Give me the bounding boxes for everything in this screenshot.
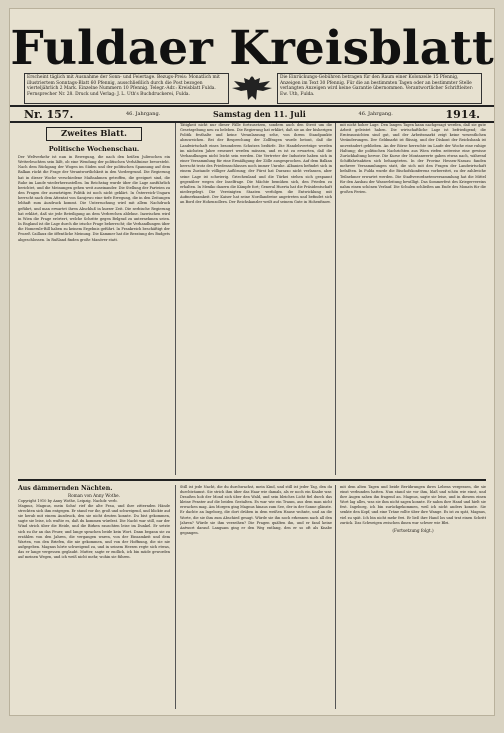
dateline <box>10 107 494 123</box>
newspaper-title: Fuldaer Kreisblatt <box>10 21 494 76</box>
column-2: Tätigkeit nicht nur dieser Fälle fortzusetzen, sondern auch den Streit um die Gesetzgebung neu zu beleben. Die Regierung hat erklärt, daß sie an der bisherigen Politik festhalte und keine Veranlassung sehe, von ihrem Standpunkte abzuweichen. Bei der Besprechung der Zollfragen wurde betont, daß die Landwirtschaft eines besonderen Schutzes bedürfe. Die Handelsverträge werden im nächsten Jahre erneuert werden müssen, und es ist zu erwarten, daß die Verhandlungen nicht leicht sein werden. Die Vertreter der Industrie haben sich in einer Versammlung für eine Ermäßigung der Zölle ausgesprochen. Auf dem Balkan herrscht trotz des Friedensschlusses noch immer Unruhe. Albanien befindet sich in einem Zustande völliger Auflösung; der Fürst hat Durazzo nicht verlassen, aber seine Lage ist schwierig. Griechenland und die Türkei stehen sich gespannt gegenüber wegen der Inselfrage. Die Mächte bemühen sich, den Frieden zu erhalten. In Mexiko dauern die Kämpfe fort; General Huerta hat die Präsidentschaft niedergelegt. Die Vereinigten Staaten verfolgen die Entwicklung mit Aufmerksamkeit. Der Kaiser hat seine Nordlandreise angetreten und befindet sich an Bord der Hohenzollern. Der Reichskanzler weilt auf seinem Gute in Hohenfinow. <box>180 123 332 205</box>
subscription-notice: Erscheint täglich mit Ausnahme der Sonn- und Feiertage. Bezugs-Preis: Monatlich mit illustriertem Sonntags-Blatt 60 Pfennig, ausschließlich durch die Post bezogen vierteljährlich 2 Mark. Einzelne Nummern 10 Pfennig. Telegr.-Adr.: Kreisblatt Fulda. Fernsprecher Nr. 28. Druck und Verlag: J. L. Uth's Buchdruckerei, Fulda. <box>24 73 229 104</box>
serial-text-1: Magnus, Magnus, mein Sohn! rief die alte Frau, und ihre zitternden Hände streckten sich ihm entgegen. Er stand vor ihr, groß und schweigend, und blickte auf sie herab mit einem Ausdruck, den sie nicht deuten konnte. Du bist gekommen, sagte sie leise, ich wußte es, daß du kommen würdest. Die Nacht war still, nur der Wind strich über die Heide, und die Birken rauschten leise im Dunkel. Er setzte sich zu ihr an das Feuer, und lange sprachen beide kein Wort. Dann begann sie zu erzählen von den Jahren, die vergangen waren, von der Einsamkeit und dem Warten, von den Briefen, die nie gekommen, und von der Hoffnung, die sie nie aufgegeben. Magnus hörte schweigend zu, und in seinem Herzen regte sich etwas, das er lange vergessen geglaubt. Mutter, sagte er endlich, ich bin müde geworden auf meinen Wegen, und ich weiß nicht mehr, wohin sie führen. <box>18 504 170 560</box>
volume-left: 46. Jahrgang. <box>125 111 161 117</box>
column-divider <box>175 485 176 709</box>
column-1 <box>18 123 170 475</box>
serial-byline: Roman von Anny Wothe. <box>68 493 120 498</box>
serial-copyright: Copyright 1910 by Anny Wothe, Leipzig. Nachdr. verb. <box>18 499 118 503</box>
issue-date: Samstag den 11. Juli <box>212 109 306 119</box>
serial-column-3 <box>340 485 486 709</box>
column-divider <box>335 123 336 475</box>
masthead <box>10 9 494 107</box>
serial-text-2: Still ist jede Nacht, die du durchwachst, mein Kind, und still ist jeder Tag, den du durchträumst. Sie strich ihm über das Haar wie damals, als er noch ein Knabe war. Draußen hob der Mond sich über den Wald, und sein bleiches Licht fiel durch das kleine Fenster auf die beiden Gestalten. Es war wie ein Traum, aus dem man nicht erwachen mag. Am Morgen ging Magnus hinaus zum See, der in der Sonne glänzte. Er dachte an Ingeborg, die dort drüben in dem weißen Hause wohnte, und an die Worte, die sie ihm zum Abschied gesagt. Würde sie ihn noch erkennen nach all den Jahren? Würde sie ihm verzeihen? Die Fragen quälten ihn, und er fand keine Antwort darauf. Langsam ging er den Weg entlang, den er so oft als Knabe gegangen. <box>180 485 332 535</box>
column-1-text: Der Weltverkehr ist nun in Bewegung, die nach den heißen Juliwochen ein Wetterleuchten sein läßt, ob eine Wendung der politischen Verhältnisse bevorsteht. Nach dem Rückgang der Wogen im Süden und der politischen Spannung auf dem Balkan rückt die Frage der Verantwortlichkeit in den Vordergrund. Die Regierung hat in dieser Woche verschiedene Maßnahmen getroffen, die geeignet sind, die Ruhe im Lande wiederherzustellen. Im Reichstag wurde über die Lage ausführlich berichtet, und die Meinungen gehen weit auseinander. Die Stellung der Parteien zu den Fragen der auswärtigen Politik ist noch nicht geklärt. In Österreich-Ungarn herrscht nach dem Attentat von Sarajewo eine tiefe Erregung, die in den Zeitungen lebhaft zum Ausdruck kommt. Die Untersuchung wird mit allem Nachdruck geführt, und man erwartet ihren Abschluß in kurzer Zeit. Die serbische Regierung hat erklärt, daß sie jede Beteiligung an dem Verbrechen ablehne. Inzwischen wird in Wien die Frage erörtert, welche Schritte gegen Belgrad zu unternehmen seien. In England ist die Lage durch die irische Frage beherrscht; die Verhandlungen über die Homerule-Bill haben zu keinem Ergebnis geführt. In Frankreich beschäftigt der Prozeß Caillaux die öffentliche Meinung. Die Kammer hat die Beratung des Budgets abgeschlossen. In Rußland finden große Manöver statt. <box>18 155 170 242</box>
volume-right: 46. Jahrgang. <box>358 111 393 117</box>
eagle-crest-icon <box>226 73 278 103</box>
serial-text-3: mit dem alten Tagen und beide Berührungen ihres Lebens vergessen, die sie einst verbunden hatten. Nun stand sie vor ihm, blaß und schön wie einst, und ihre Augen sahen ihn fragend an. Magnus, sagte sie leise, und in diesem einen Wort lag alles, was sie ihm nicht sagen konnte. Er nahm ihre Hand und hielt sie fest. Ingeborg, ich bin zurückgekommen, weil ich nicht anders konnte. Sie senkte den Kopf, und eine Träne rollte über ihre Wange. Es ist zu spät, Magnus, viel zu spät. Ich bin nicht mehr frei. Er ließ ihre Hand los und trat einen Schritt zurück. Das Schweigen zwischen ihnen war schwer wie Blei. <box>340 485 486 525</box>
serial-section <box>18 485 486 709</box>
column-3: mit nicht hoher Lage. Den langen Tagen kann nachgesagt werden, daß sie gute Arbeit geleistet haben. Die wirtschaftliche Lage ist befriedigend; die Ernteaussichten sind gut, und der Arbeitsmarkt zeigt keine wesentlichen Veränderungen. Der Geldmarkt ist flüssig, und der Diskont der Reichsbank ist unverändert geblieben. An der Börse herrschte im Laufe der Woche eine ruhige Haltung; die politischen Nachrichten aus Wien riefen zeitweise eine gewisse Zurückhaltung hervor. Die Kurse der Montanwerte gaben etwas nach, während Schiffahrtsaktien sich behaupteten. In der Provinz Hessen-Nassau fanden mehrere Versammlungen statt, die sich mit den Fragen der Landwirtschaft befaßten. In Fulda wurde die Bischofskonferenz vorbereitet, zu der zahlreiche Teilnehmer erwartet werden. Die Stadtverordnetenversammlung hat die Mittel für den Ausbau der Wasserleitung bewilligt. Das Sommerfest des Kriegervereins nahm einen schönen Verlauf. Die Schulen schließen am Ende des Monats für die großen Ferien. <box>340 123 486 195</box>
serial-continuation: (Fortsetzung folgt.) <box>392 527 434 533</box>
advertising-notice: Die Einrückungs-Gebühren betragen für den Raum einer Kolonzeile 15 Pfennig, Anzeigen im Text 30 Pfennig. Für die an bestimmten Tagen oder an bestimmter Stelle verlangten Anzeigen wird keine Garantie übernommen. Verantwortlicher Schriftleiter: Ew. Uth, Fulda. <box>277 73 482 104</box>
serial-column-1 <box>18 485 170 709</box>
newspaper-page <box>10 9 494 715</box>
article-heading: Politische Wochenschau. <box>48 145 140 153</box>
issue-number: Nr. 157. <box>24 107 74 121</box>
section-divider <box>18 479 486 481</box>
serial-title: Aus dämmernden Nächten. <box>18 485 113 492</box>
column-divider <box>335 485 336 709</box>
section-badge: Zweites Blatt. <box>46 127 142 141</box>
column-divider <box>175 123 176 475</box>
issue-year: 1914. <box>445 107 480 121</box>
